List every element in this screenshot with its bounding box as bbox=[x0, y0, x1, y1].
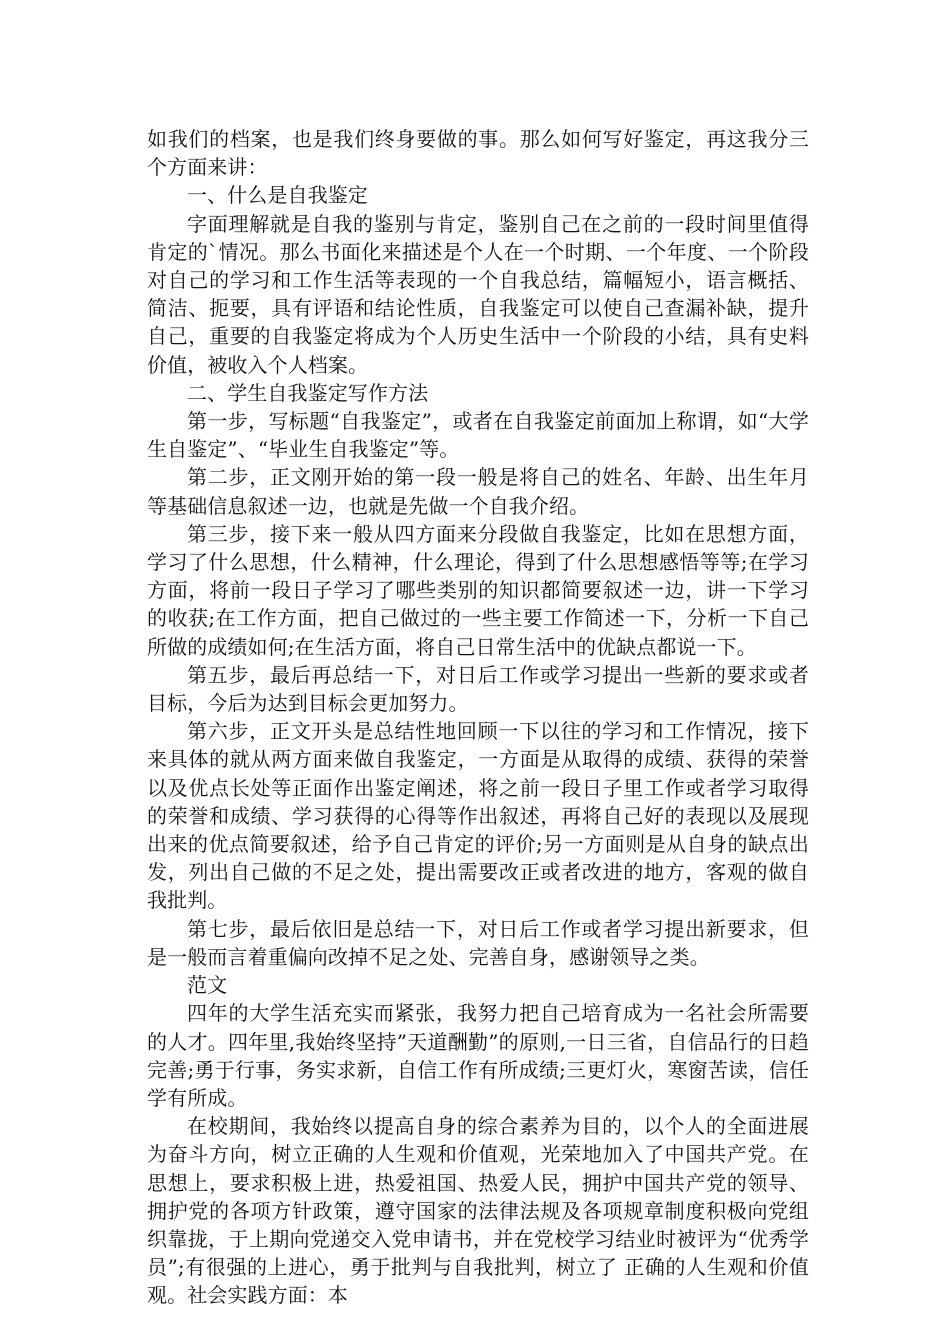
paragraph-sample-2: 在校期间，我始终以提高自身的综合素养为目的，以个人的全面进展为奋斗方向，树立正确的人生观和价值观，光荣地加入了中国共产党。在思想上，要求积极上进，热爱祖国、热爱人民，拥护中国共产党的领导、拥护党的各项方针政策，遵守国家的法律法规及各项规章制度积极向党组织靠拢，于上期向党递交入党申请书，并在党校学习结业时被评为“优秀学员”;有很强的上进心，勇于批判与自我批判，树立了 正确的人生观和价值观。社会实践方面：本 bbox=[147, 1114, 809, 1308]
section-heading-sample: 范文 bbox=[187, 973, 228, 998]
paragraph-intro: 如我们的档案，也是我们终身要做的事。那么如何写好鉴定，再这我分三个方面来讲： bbox=[147, 127, 809, 180]
paragraph-step-1: 第一步，写标题“自我鉴定”，或者在自我鉴定前面加上称谓，如“大学生自鉴定”、“毕业生自我鉴定”等。 bbox=[147, 409, 809, 462]
paragraph-sample-1: 四年的大学生活充实而紧张，我努力把自己培育成为一名社会所需要的人才。四年里,我始终坚持”天道酬勤”的原则,一日三省，自信品行的日趋完善;勇于行事，务实求新，自信工作有所成绩;三更灯火，寒窗苦读，信任学有所成。 bbox=[147, 1001, 809, 1110]
paragraph-step-7: 第七步，最后依旧是总结一下，对日后工作或者学习提出新要求，但是一般而言着重偏向改掉不足之处、完善自身，感谢领导之类。 bbox=[147, 916, 809, 969]
paragraph-step-2: 第二步，正文刚开始的第一段一般是将自己的姓名、年龄、出生年月等基础信息叙述一边，也就是先做一个自我介绍。 bbox=[147, 465, 809, 518]
document-body bbox=[147, 125, 809, 1310]
paragraph-definition: 字面理解就是自我的鉴别与肯定，鉴别自己在之前的一段时间里值得肯定的`情况。那么书面化来描述是个人在一个时期、一个年度、一个阶段对自己的学习和工作生活等表现的一个自我总结，篇幅短小，语言概括、简洁、扼要，具有评语和结论性质，自我鉴定可以使自己查漏补缺，提升自己，重要的自我鉴定将成为个人历史生活中一个阶段的小结，具有史料价值，被收入个人档案。 bbox=[147, 211, 809, 377]
paragraph-step-6: 第六步，正文开头是总结性地回顾一下以往的学习和工作情况，接下来具体的就从两方面来做自我鉴定，一方面是从取得的成绩、获得的荣誉以及优点长处等正面作出鉴定阐述，将之前一段日子里工作或者学习取得的荣誉和成绩、学习获得的心得等作出叙述，再将自己好的表现以及展现出来的优点简要叙述，给予自己肯定的评价;另一方面则是从自身的缺点出发，列出自己做的不足之处，提出需要改正或者改进的地方，客观的做自我批判。 bbox=[147, 719, 809, 913]
paragraph-step-5: 第五步，最后再总结一下，对日后工作或学习提出一些新的要求或者目标，今后为达到目标会更加努力。 bbox=[147, 662, 809, 716]
section-heading-what-is: 一、什么是自我鉴定 bbox=[187, 183, 368, 208]
section-heading-writing-method: 二、学生自我鉴定写作方法 bbox=[187, 380, 429, 405]
paragraph-step-3: 第三步，接下来一般从四方面来分段做自我鉴定，比如在思想方面，学习了什么思想，什么精神，什么理论，得到了什么思想感悟等等;在学习方面，将前一段日子学习了哪些类别的知识都简要叙述一边，讲一下学习的收获;在工作方面，把自己做过的一些主要工作简述一下，分析一下自己所做的成绩如何;在生活方面，将自己日常生活中的优缺点都说一下。 bbox=[147, 521, 809, 659]
